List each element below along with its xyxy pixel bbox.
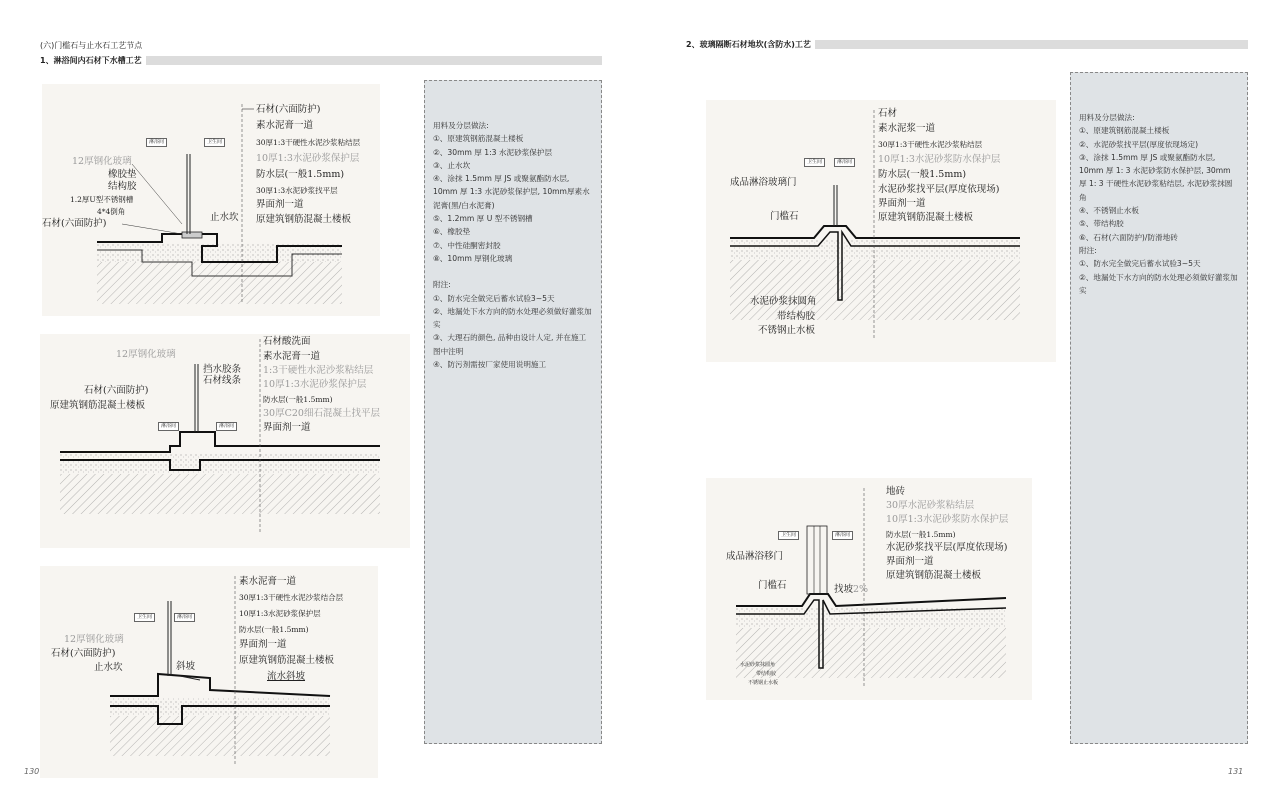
label: 成品淋浴移门: [726, 551, 784, 562]
label: 1.2厚U型不锈钢槽: [70, 195, 134, 204]
label: 防水层(一般1.5mm): [886, 530, 956, 539]
label: 10厚1:3水泥砂浆保护层: [256, 153, 360, 164]
label: 挡水胶条: [203, 364, 242, 375]
label: 止水坎: [210, 212, 239, 223]
room-tag: 卫生间: [204, 138, 225, 147]
diagram-sink-detail: [42, 84, 380, 316]
label: 4*4倒角: [97, 207, 126, 216]
notes-heading: 用料及分层做法:: [1079, 113, 1135, 122]
section-bar-left: [40, 56, 602, 65]
label: 原建筑钢筋混凝土楼板: [256, 214, 352, 225]
appendix-item: ①、防水完全做完后蓄水试验3~5天: [433, 293, 555, 303]
label: 素水泥膏一道: [256, 120, 314, 131]
appendix-heading: 附注:: [433, 280, 451, 290]
label: 界面剂一道: [878, 198, 926, 209]
label: 成品淋浴玻璃门: [730, 177, 797, 188]
label: 原建筑钢筋混凝土楼板: [886, 570, 982, 581]
diagram-glass-partition: [40, 334, 410, 548]
notes-panel-right: [1070, 72, 1248, 744]
note-item: ⑥、石材(六面防护)/防滑地砖: [1079, 232, 1178, 242]
slope-text: 找坡: [834, 584, 854, 595]
label: 界面剂一道: [256, 199, 304, 210]
note-item: ④、不锈钢止水板: [1079, 206, 1139, 216]
note-item: ①、原建筑钢筋混凝土楼板: [433, 134, 524, 144]
room-tag: 卫生间: [804, 158, 825, 167]
label: 水泥砂浆找平层(厚度依现场): [886, 542, 1008, 553]
appendix-item: ②、地漏处下水方向的防水处理必须做好灌浆加实: [433, 306, 592, 330]
label: 防水层(一般1.5mm): [878, 169, 967, 180]
label: 斜坡: [176, 661, 196, 672]
notes-heading: 用料及分层做法:: [433, 121, 489, 130]
label: 素水泥浆一道: [878, 123, 936, 134]
room-tag: 淋浴间: [216, 422, 237, 431]
label: 石材: [878, 108, 898, 119]
label: 10厚1:3水泥砂浆防水保护层: [886, 514, 1009, 525]
room-tag: 卫生间: [778, 531, 799, 540]
page-number-left: 130: [24, 767, 40, 776]
label: 石材酸洗面: [263, 336, 311, 347]
note-item: ①、原建筑钢筋混凝土楼板: [1079, 126, 1170, 136]
label: 带结构胶: [756, 671, 777, 677]
label: 界面剂一道: [239, 639, 287, 650]
appendix-heading: 附注:: [1079, 245, 1097, 255]
label: 12厚钢化玻璃: [116, 349, 176, 360]
label: 30厚1:3干硬性水泥沙浆粘结层: [256, 138, 361, 147]
room-tag: 淋浴间: [834, 158, 855, 167]
room-tag: 淋浴间: [832, 531, 853, 540]
label: 地砖: [886, 486, 906, 497]
label: 石材(六面防护): [42, 218, 107, 229]
label: 门槛石: [758, 580, 787, 591]
note-item: ④、涂抹 1.5mm 厚 JS 或聚氨酯防水层, 10mm 厚 1:3 水泥砂浆保护层, 10mm厚素水泥膏(黑/白水泥膏): [433, 174, 590, 210]
note-item: ⑥、橡胶垫: [433, 227, 471, 237]
label: 止水坎: [94, 662, 123, 673]
note-item: ⑦、中性硅酮密封胶: [433, 240, 501, 250]
appendix-item: ③、大理石的颜色, 品种由设计人定, 并在施工图中注明: [433, 333, 587, 356]
chapter-title: (六)门槛石与止水石工艺节点: [40, 41, 143, 50]
diagram-slope-detail: [40, 566, 378, 778]
section-bar-right: [686, 40, 1248, 49]
label: 橡胶垫: [108, 169, 137, 180]
label: 结构胶: [108, 181, 137, 192]
label: 原建筑钢筋混凝土楼板: [50, 400, 146, 411]
room-tag: 淋浴间: [146, 138, 167, 147]
note-item: ③、涂抹 1.5mm 厚 JS 或聚氨酯防水层, 10mm 厚 1: 3 水泥砂浆防水保护层, 30mm 厚 1: 3 干硬性水泥砂浆粘结层, 水泥砂浆抹圆角: [1079, 152, 1233, 202]
label: 带结构胶: [777, 311, 816, 322]
label: 1:3干硬性水泥沙浆粘结层: [263, 365, 374, 376]
note-item: ⑤、带结构胶: [1079, 219, 1124, 229]
page-number-right: 131: [1228, 767, 1244, 776]
label: 界面剂一道: [886, 556, 934, 567]
label: 石材(六面防护): [51, 648, 116, 659]
appendix-item: ②、地漏处下水方向的防水处理必须做好灌浆加实: [1079, 272, 1238, 295]
notes-panel-left: [424, 80, 602, 744]
label: 12厚钢化玻璃: [64, 634, 124, 645]
label: 素水泥膏一道: [263, 351, 321, 362]
label: 流水斜坡: [267, 671, 306, 682]
label: 石材(六面防护): [84, 385, 149, 396]
section-title-left: 1、淋浴间内石材下水槽工艺: [40, 55, 146, 66]
label: 水泥砂浆找平层(厚度依现场): [878, 184, 1000, 195]
note-item: ⑤、1.2mm 厚 U 型不锈钢槽: [433, 214, 533, 224]
label: 12厚钢化玻璃: [72, 156, 132, 167]
label: 界面剂一道: [263, 422, 311, 433]
label: 原建筑钢筋混凝土楼板: [878, 212, 974, 223]
label: 30厚C20细石混凝土找平层: [263, 408, 380, 419]
note-item: ③、止水坎: [433, 160, 471, 170]
note-item: ②、30mm 厚 1:3 水泥砂浆保护层: [433, 147, 553, 157]
label: 防水层(一般1.5mm): [256, 169, 345, 180]
room-tag: 卫生间: [134, 613, 155, 622]
label: 不锈钢止水板: [748, 680, 779, 686]
appendix-item: ④、防污剂需按厂家使用说明施工: [433, 360, 547, 370]
note-item: ⑧、10mm 厚钢化玻璃: [433, 253, 513, 263]
label: 素水泥膏一道: [239, 576, 297, 587]
section-title-right: 2、玻璃隔断石材地坎(含防水)工艺: [686, 39, 815, 50]
label: 石材线条: [203, 375, 242, 386]
label: 防水层(一般1.5mm): [239, 625, 309, 634]
appendix-item: ①、防水完全做完后蓄水试验3~5天: [1079, 259, 1201, 269]
room-tag: 淋浴间: [174, 613, 195, 622]
label: 门槛石: [770, 211, 799, 222]
label: 水泥砂浆抹圆角: [750, 296, 817, 307]
label: 10厚1:3水泥砂浆保护层: [263, 379, 367, 390]
label: 10厚1:3水泥砂浆防水保护层: [878, 154, 1001, 165]
label: 30厚1:3干硬性水泥沙浆结合层: [239, 593, 344, 602]
label: 30厚1:3水泥砂浆找平层: [256, 186, 338, 195]
label: 不锈钢止水板: [758, 325, 816, 336]
slope-label: [834, 584, 868, 595]
label: 30厚1:3干硬性水泥沙浆粘结层: [878, 140, 983, 149]
label: 石材(六面防护): [256, 104, 321, 115]
note-item: ②、水泥砂浆找平层(厚度依现场定): [1079, 139, 1199, 149]
label: 水泥砂浆抹圆角: [740, 662, 776, 668]
slope-value: 2%: [853, 584, 869, 595]
room-tag: 淋浴间: [158, 422, 179, 431]
label: 10厚1:3水泥砂浆保护层: [239, 609, 321, 618]
label: 原建筑钢筋混凝土楼板: [239, 655, 335, 666]
label: 防水层(一般1.5mm): [263, 395, 333, 404]
diagram-threshold-door: [706, 100, 1056, 362]
label: 30厚水泥砂浆粘结层: [886, 500, 975, 511]
diagram-sliding-door: [706, 478, 1032, 700]
